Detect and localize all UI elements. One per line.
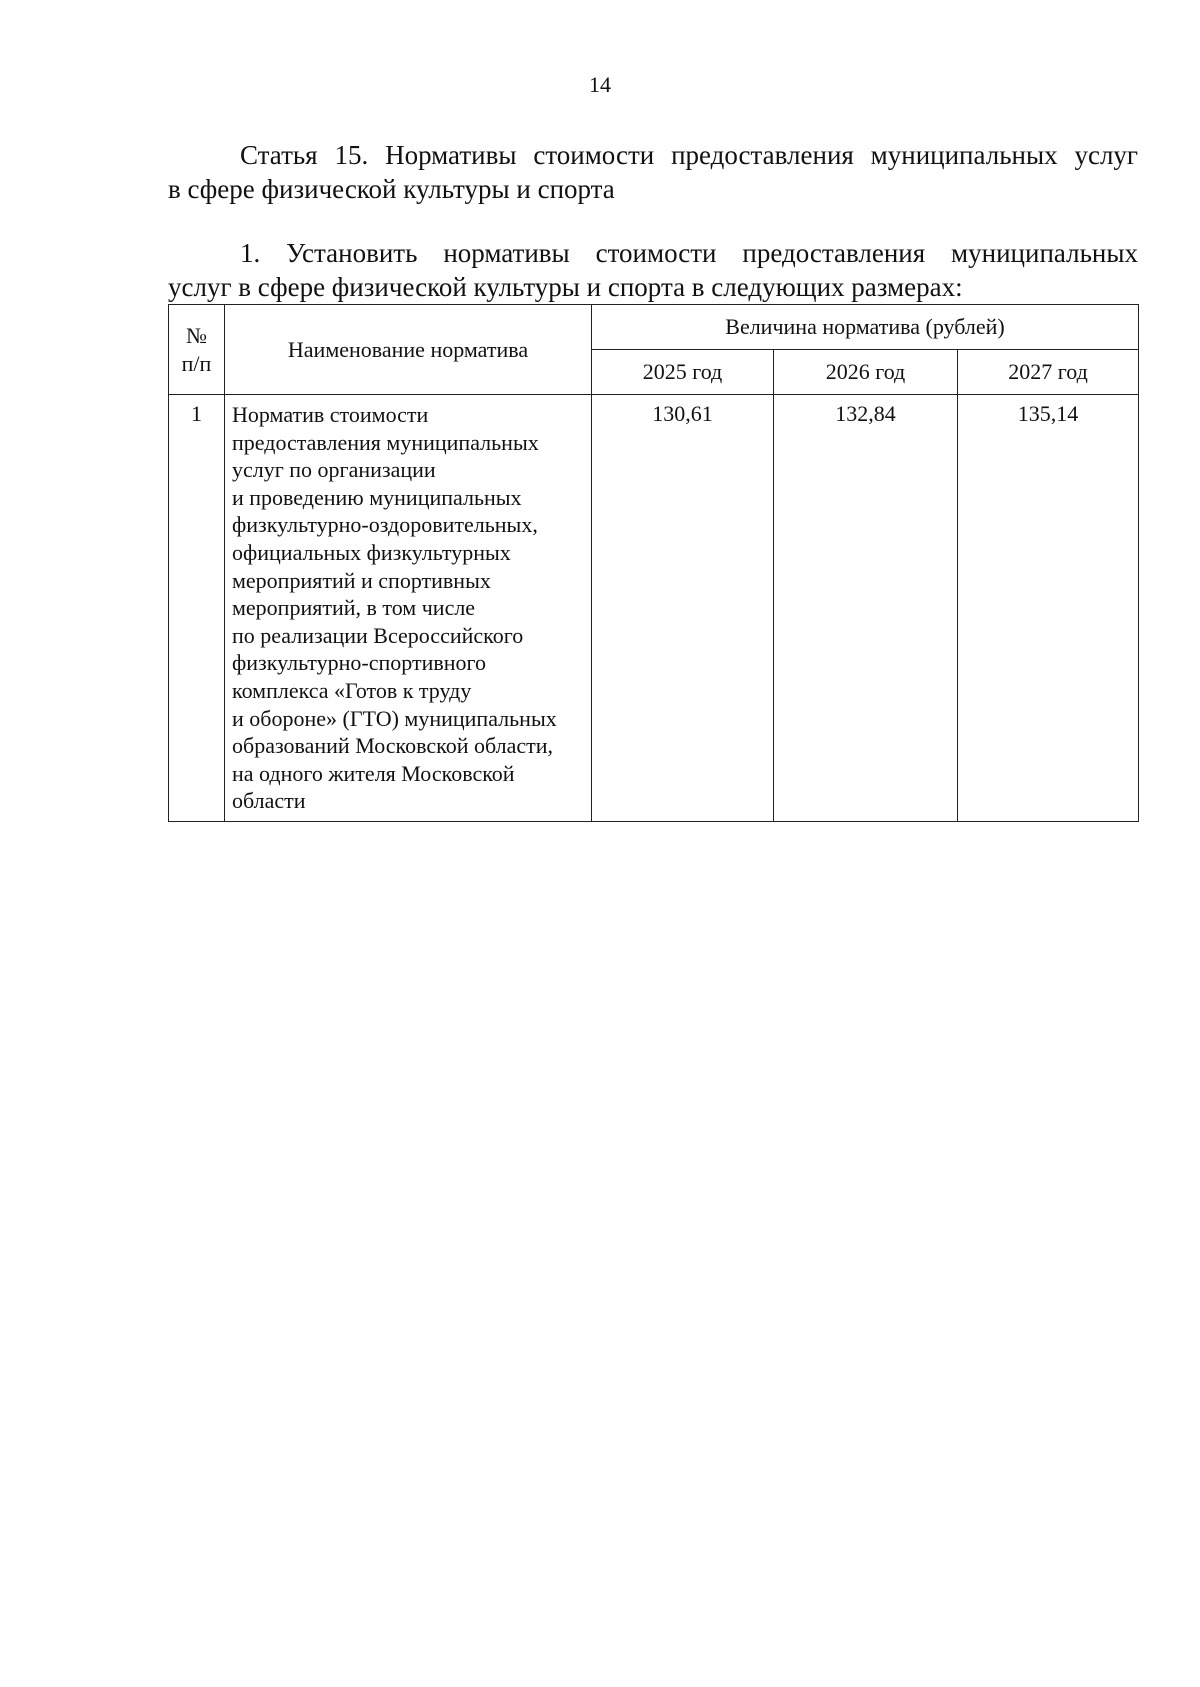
row-name-line: комплекса «Готов к труду [232,677,472,703]
row-name-line: области [232,788,306,814]
article-point [168,236,1138,304]
article-heading-line-2: в сфере физической культуры и спорта [168,174,615,204]
row-name [225,395,592,822]
header-number-line-1: № [186,322,207,348]
row-name-line: предоставления муниципальных [232,429,539,455]
header-number [169,305,225,395]
row-name-line: мероприятий, в том числе [232,595,476,621]
page-number: 14 [589,72,611,97]
row-name-line: услуг по организации [232,457,436,483]
table-row [169,395,1139,822]
row-name-line: по реализации Всероссийского [232,622,524,648]
row-name-line: образований Московской области, [232,733,554,759]
header-year-2027: 2027 год [958,350,1139,395]
row-name-line: на одного жителя Московской [232,760,515,786]
row-number: 1 [169,395,225,822]
row-name-line: и проведению муниципальных [232,484,522,510]
header-year-2025: 2025 год [592,350,774,395]
row-value-2026: 132,84 [774,395,958,822]
row-name-line: Норматив стоимости [232,402,429,427]
row-name-line: физкультурно-оздоровительных, [232,512,538,538]
row-value-2025: 130,61 [592,395,774,822]
article-heading-line-1: Статья 15. Нормативы стоимости предоставления муниципальных услуг [240,140,1138,170]
row-name-line: физкультурно-спортивного [232,650,486,676]
row-name-line: мероприятий и спортивных [232,567,491,593]
row-name-line: официальных физкультурных [232,539,511,565]
header-year-2026: 2026 год [774,350,958,395]
row-name-line: и обороне» (ГТО) муниципальных [232,705,557,731]
header-value-group: Величина норматива (рублей) [592,305,1139,350]
header-number-line-2: п/п [181,350,212,376]
article-point-line-2: услуг в сфере физической культуры и спорта в следующих размерах: [168,272,963,302]
article-point-line-1: 1. Установить нормативы стоимости предоставления муниципальных [240,238,1138,268]
norms-table [168,304,1139,822]
article-heading [168,138,1138,206]
header-name: Наименование норматива [225,305,592,395]
row-value-2027: 135,14 [958,395,1139,822]
